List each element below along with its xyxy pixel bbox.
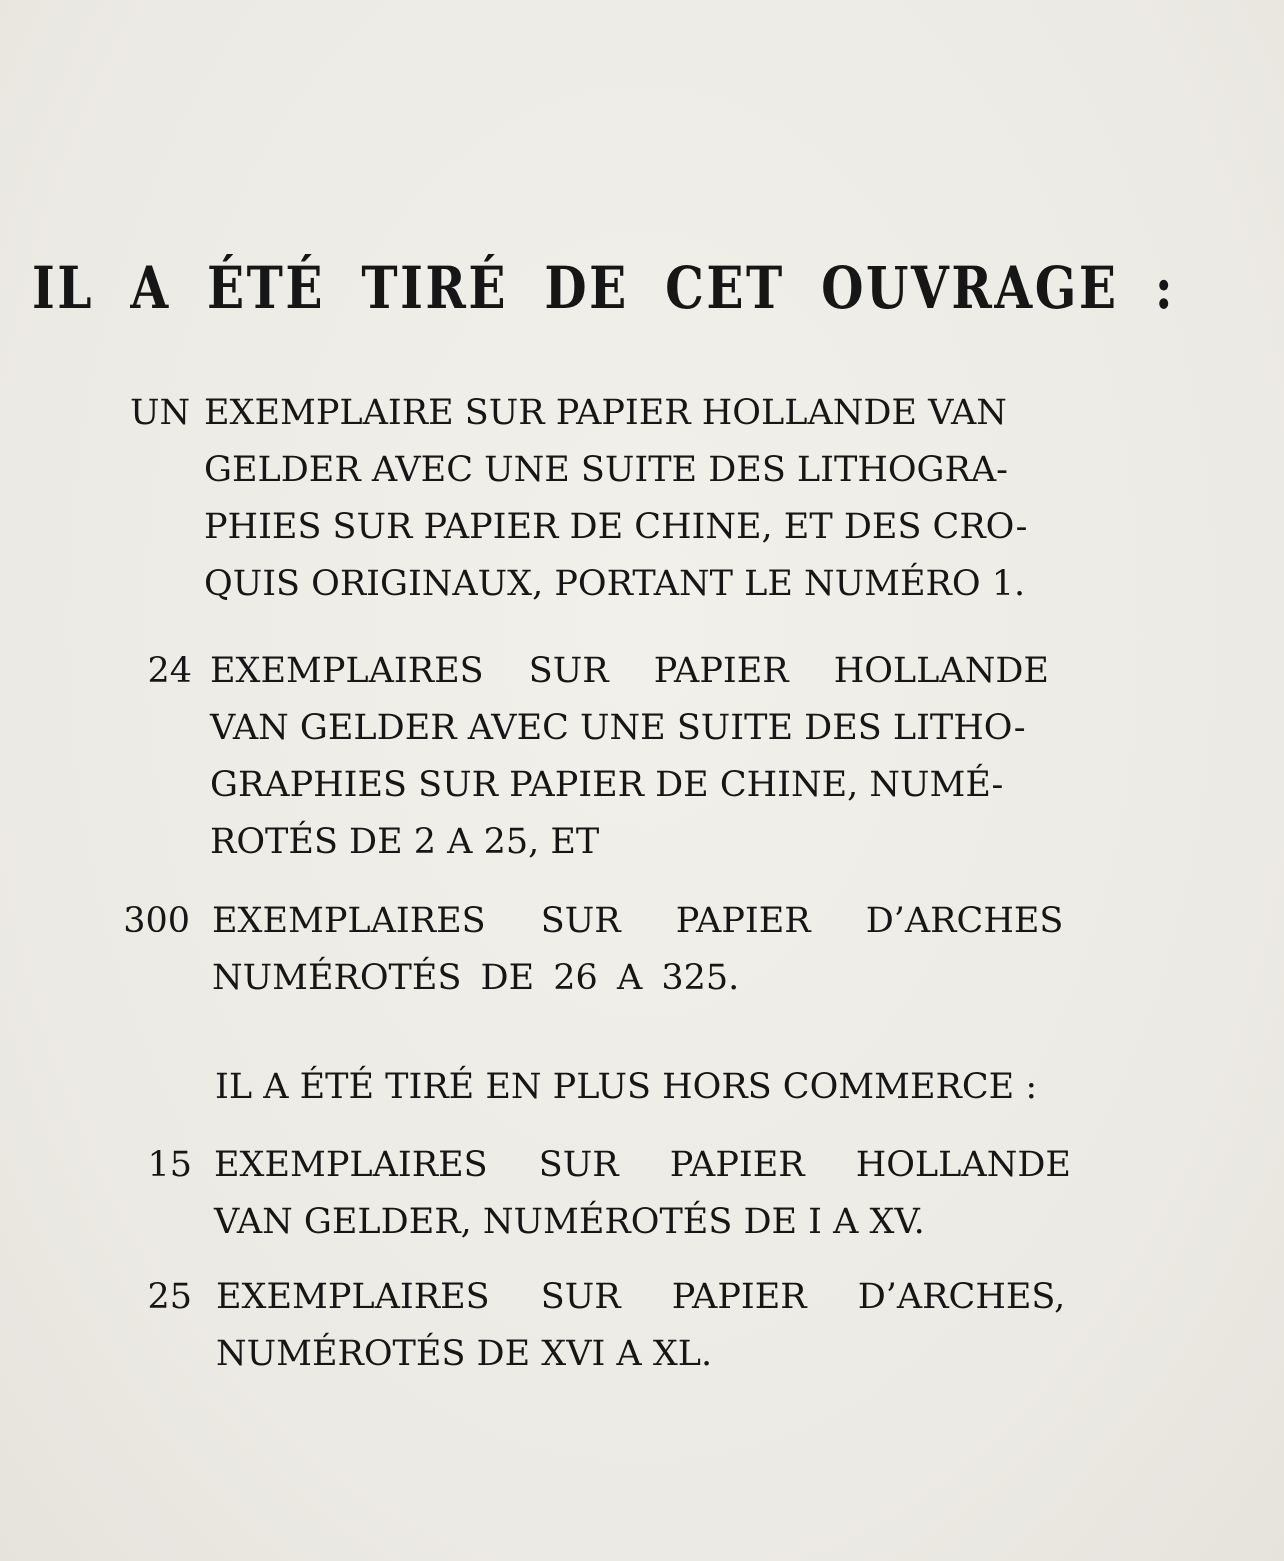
edition-entry-1 — [130, 385, 1084, 613]
entry-number: 24 — [147, 651, 192, 691]
edition-entry-2 — [120, 643, 1080, 871]
entry-text — [210, 643, 1080, 871]
entry-line: NUMÉROTÉS DE 26 A 325. — [212, 958, 740, 998]
entry-line: ROTÉS DE 2 A 25, ET — [210, 822, 600, 862]
edition-entry-3 — [118, 893, 1082, 1007]
hors-commerce-heading: IL A ÉTÉ TIRÉ EN PLUS HORS COMMERCE : — [215, 1067, 1038, 1107]
entry-number: 25 — [147, 1277, 192, 1317]
entry-line: GELDER AVEC UNE SUITE DES LITHOGRA- — [204, 450, 1008, 490]
entry-line: NUMÉROTÉS DE XVI A XL. — [216, 1334, 713, 1374]
entry-text — [212, 893, 1082, 1007]
entry-line: VAN GELDER AVEC UNE SUITE DES LITHO- — [210, 708, 1026, 748]
entry-number: 15 — [147, 1145, 192, 1185]
entry-text — [204, 385, 1084, 613]
entry-line: PHIES SUR PAPIER DE CHINE, ET DES CRO- — [204, 507, 1028, 547]
entry-number: UN — [130, 393, 191, 433]
entry-line: EXEMPLAIRES SUR PAPIER HOLLANDE — [214, 1145, 1071, 1185]
entry-text — [216, 1269, 1076, 1383]
entry-line: EXEMPLAIRES SUR PAPIER D’ARCHES, — [216, 1277, 1066, 1317]
entry-line: VAN GELDER, NUMÉROTÉS DE I A XV. — [214, 1202, 925, 1242]
entry-text — [214, 1137, 1074, 1251]
entry-line: EXEMPLAIRE SUR PAPIER HOLLANDE VAN — [204, 393, 1007, 433]
entry-line: QUIS ORIGINAUX, PORTANT LE NUMÉRO 1. — [204, 564, 1026, 604]
hors-commerce-entry-1 — [130, 1137, 1074, 1251]
hors-commerce-entry-2 — [130, 1269, 1076, 1383]
entry-line: EXEMPLAIRES SUR PAPIER D’ARCHES — [212, 901, 1064, 941]
entry-number: 300 — [123, 901, 190, 941]
entry-line: GRAPHIES SUR PAPIER DE CHINE, NUMÉ- — [210, 765, 1004, 805]
page-heading: IL A ÉTÉ TIRÉ DE CET OUVRAGE : — [32, 254, 1176, 322]
entry-line: EXEMPLAIRES SUR PAPIER HOLLANDE — [210, 651, 1049, 691]
